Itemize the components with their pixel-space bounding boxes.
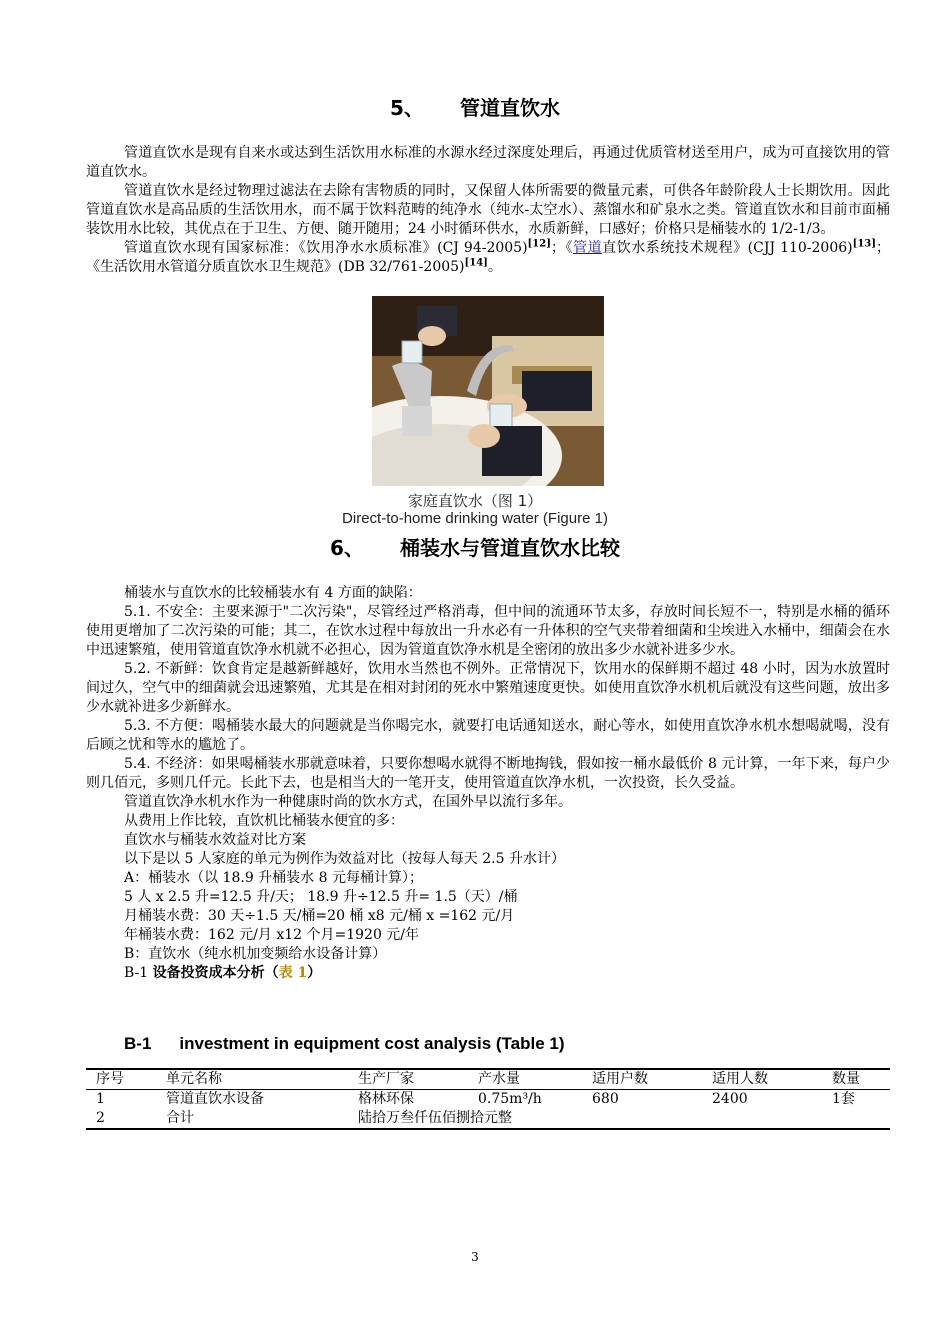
column-header: 产水量 xyxy=(478,1071,520,1087)
text-line: 从费用上作比较，直饮机比桶装水便宜的多： xyxy=(124,813,404,829)
citation[interactable]: [13] xyxy=(852,238,876,250)
column-header: 单元名称 xyxy=(166,1071,222,1087)
table-cell: 1套 xyxy=(832,1091,855,1107)
table-cell: 2 xyxy=(96,1110,105,1126)
section-number: 5、 xyxy=(390,96,424,120)
section-title: 管道直饮水 xyxy=(459,96,560,120)
paragraph: 5.1. 不安全：主要来源于"二次污染"，尽管经过严格消毒，但中间的流通环节太多，存放时间长短不一，特别是水桶的循环使用更增加了二次污染的可能；其二，在饮水过程中每放出一升水必有一升体积的空气夹带着细菌和尘埃进入水桶中，细菌会在水中迅速繁殖，使用管道直饮净水机就不必担心，因为管道直饮净水机是全密闭的放出多少水就补进多少水。 xyxy=(86,604,890,658)
column-header: 数量 xyxy=(832,1071,860,1087)
text-line: 年桶装水费：162 元/月 x12 个月=1920 元/年 xyxy=(124,927,420,943)
paragraph: 管道直饮水是现有自来水或达到生活饮用水标准的水源水经过深度处理后，再通过优质管材送至用户，成为可直接饮用的管道直饮水。 xyxy=(86,145,890,180)
section-6-body xyxy=(86,584,890,983)
section-number: 6、 xyxy=(330,536,364,560)
paragraph: 5.2. 不新鲜：饮食肯定是越新鲜越好，饮用水当然也不例外。正常情况下，饮用水的保鲜期不超过 48 小时，因为水放置时间过久，空气中的细菌就会迅速繁殖，尤其是在相对封闭的死水中繁殖速度更快。如使用直饮净水机机后就没有这些问题，放出多少水就补进多少新鲜水。 xyxy=(86,661,890,715)
table-header-row xyxy=(86,1069,890,1090)
table-cell: 格林环保 xyxy=(358,1091,414,1107)
paragraph: 5.4. 不经济：如果喝桶装水那就意味着，只要你想喝水就得不断地掏钱，假如按一桶水最低价 8 元计算，一年下来，每户少则几佰元，多则几仟元。长此下去，也是相当大的一笔开支，使用管道直饮净水机，一次投资，长久受益。 xyxy=(86,756,890,791)
section-5-body xyxy=(86,144,890,277)
column-header: 适用人数 xyxy=(712,1071,768,1087)
section-title: 桶装水与管道直饮水比较 xyxy=(399,536,620,560)
text-line: 以下是以 5 人家庭的单元为例作为效益对比（按每人每天 2.5 升水计） xyxy=(124,851,565,867)
table-cell: 陆拾万叁仟伍佰捌拾元整 xyxy=(358,1110,512,1126)
citation[interactable]: [14] xyxy=(464,257,488,269)
table-title: B-1 investment in equipment cost analysis (Table 1) xyxy=(124,1034,565,1053)
paragraph: 5.3. 不方便：喝桶装水最大的问题就是当你喝完水，就要打电话通知送水，耐心等水，如使用直饮净水机水想喝就喝，没有后顾之忧和等水的尴尬了。 xyxy=(86,718,890,753)
text-line: 5 人 x 2.5 升=12.5 升/天； 18.9 升÷12.5 升= 1.5（天）/桶 xyxy=(124,889,518,905)
table-row xyxy=(86,1090,890,1110)
drinking-water-photo xyxy=(372,296,604,486)
text-line: 直饮水与桶装水效益对比方案 xyxy=(124,832,306,848)
text-line: A：桶装水（以 18.9 升桶装水 8 元每桶计算）； xyxy=(124,870,423,886)
text-line: B：直饮水（纯水机加变频给水设备计算） xyxy=(124,946,387,962)
figure-caption-en: Direct-to-home drinking water (Figure 1) xyxy=(342,510,608,527)
photo-illustration xyxy=(372,296,604,486)
column-header: 序号 xyxy=(96,1071,124,1087)
section-6-heading xyxy=(0,532,950,561)
text-line: 管道直饮净水机水作为一种健康时尚的饮水方式，在国外早以流行多年。 xyxy=(124,794,572,810)
table-reference[interactable]: 表 1 xyxy=(278,965,308,981)
table-cell xyxy=(702,1109,822,1129)
table-cell: 管道直饮水设备 xyxy=(166,1091,264,1107)
table-cell xyxy=(822,1109,890,1129)
citation[interactable]: [12] xyxy=(527,238,551,250)
text-line: B-1 设备投资成本分析（表 1） xyxy=(124,965,322,981)
table-cell: 0.75m³/h xyxy=(478,1091,542,1107)
column-header: 适用户数 xyxy=(592,1071,648,1087)
table-cell: 680 xyxy=(592,1091,619,1107)
table-cell: 合计 xyxy=(166,1110,194,1126)
section-5-heading xyxy=(0,92,950,121)
column-header: 生产厂家 xyxy=(358,1071,414,1087)
figure-caption-cn: 家庭直饮水（图 1） xyxy=(407,492,543,510)
table-cell: 1 xyxy=(96,1091,105,1107)
text-line: 月桶装水费：30 天÷1.5 天/桶=20 桶 x8 元/桶 x =162 元/月 xyxy=(124,908,515,924)
paragraph: 桶装水与直饮水的比较桶装水有 4 方面的缺陷： xyxy=(124,585,422,601)
table-cell: 2400 xyxy=(712,1091,748,1107)
cost-table xyxy=(86,1068,890,1130)
page-number: 3 xyxy=(471,1250,479,1264)
standards-paragraph: 管道直饮水现有国家标准：《饮用净水水质标准》(CJ 94-2005)[12]；《管道直饮水系统技术规程》(CJJ 110-2006)[13]；《生活饮用水管道分质直饮水卫生规范》(DB 32/761-2005)[14]。 xyxy=(86,238,890,275)
paragraph: 管道直饮水是经过物理过滤法在去除有害物质的同时，又保留人体所需要的微量元素，可供各年龄阶段人士长期饮用。因此管道直饮水是高品质的生活饮用水，而不属于饮料范畴的纯净水（纯水-太空水）、蒸馏水和矿泉水之类。管道直饮水和目前市面桶装饮用水比较，其优点在于卫生、方便、随开随用；24 小时循环供水，水质新鲜，口感好；价格只是桶装水的 1/2-1/3。 xyxy=(86,183,890,237)
hyperlink[interactable]: 管道 xyxy=(573,240,603,256)
table-row xyxy=(86,1109,890,1129)
